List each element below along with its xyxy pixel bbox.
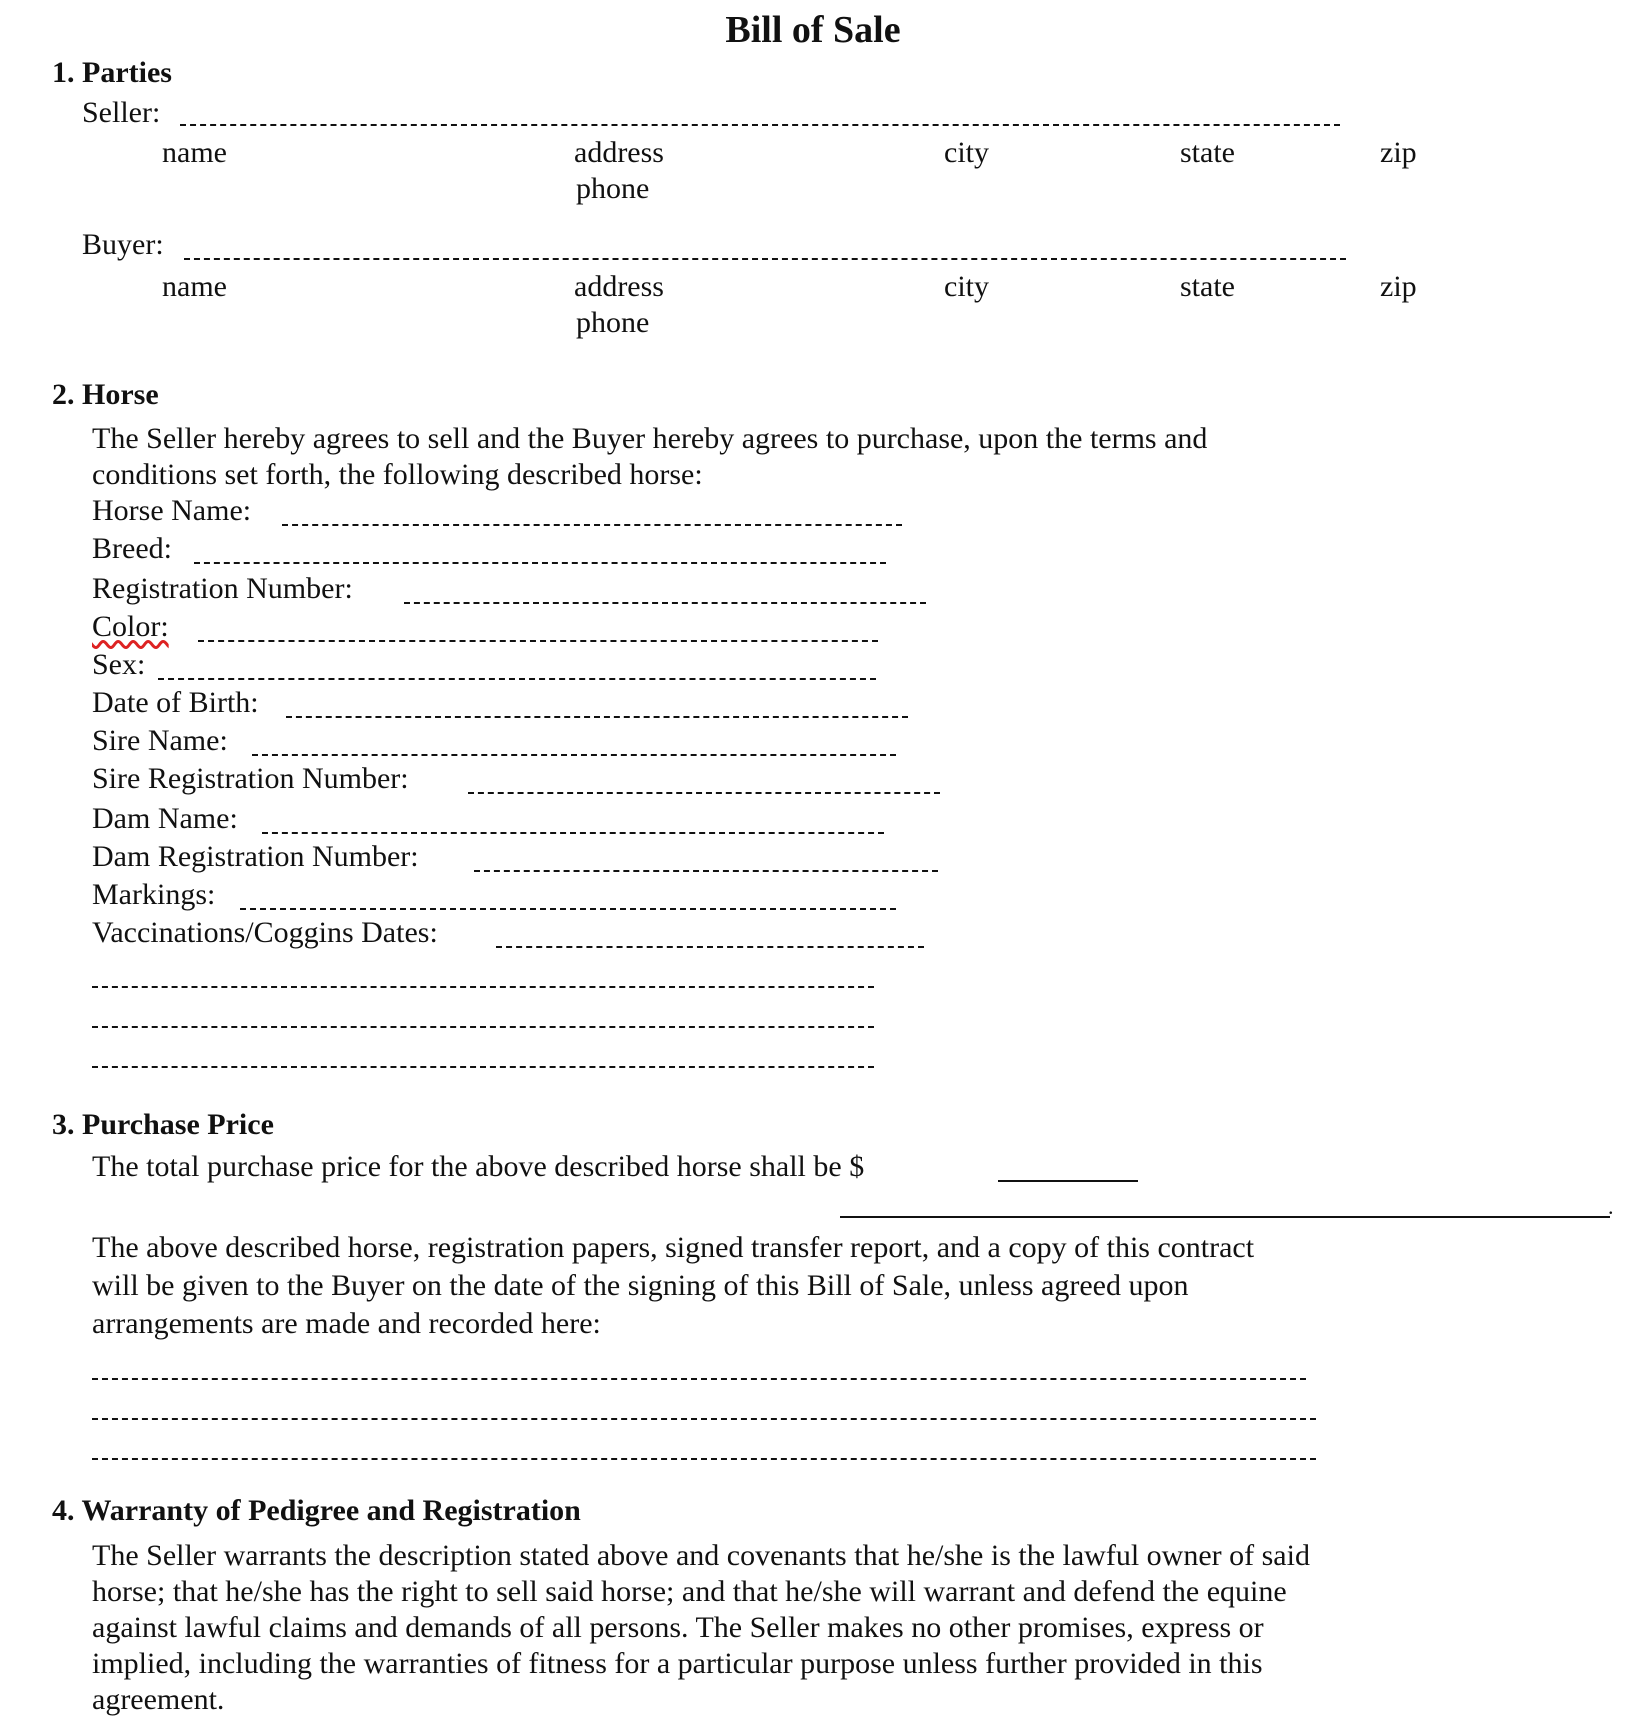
color-label <box>92 610 169 644</box>
sire-registration-number-line[interactable] <box>468 792 940 794</box>
sire-registration-number-label: Sire Registration Number: <box>92 762 409 795</box>
horse-name-line[interactable] <box>282 524 902 526</box>
horse-extra-line-3[interactable] <box>92 1066 874 1068</box>
purchase-price-line: The total purchase price for the above described horse shall be $ <box>92 1150 865 1183</box>
dam-name-label: Dam Name: <box>92 802 238 835</box>
dam-registration-number-label: Dam Registration Number: <box>92 840 419 873</box>
arrangements-line-2[interactable] <box>92 1418 1316 1420</box>
section-2-heading: 2. Horse <box>52 378 159 411</box>
seller-address-sublabel: address <box>574 136 664 169</box>
warranty-line-2: horse; that he/she has the right to sell said horse; and that he/she will warrant and defend the equine <box>92 1575 1287 1608</box>
horse-name-label: Horse Name: <box>92 494 252 527</box>
buyer-zip-sublabel: zip <box>1380 270 1417 303</box>
sire-name-line[interactable] <box>252 754 896 756</box>
horse-extra-line-2[interactable] <box>92 1026 874 1028</box>
warranty-line-4: implied, including the warranties of fitness for a particular purpose unless further provided in this <box>92 1647 1263 1680</box>
warranty-line-3: against lawful claims and demands of all persons. The Seller makes no other promises, express or <box>92 1611 1264 1644</box>
registration-number-line[interactable] <box>404 602 926 604</box>
vaccinations-label: Vaccinations/Coggins Dates: <box>92 916 438 949</box>
registration-number-label: Registration Number: <box>92 572 353 605</box>
seller-state-sublabel: state <box>1180 136 1235 169</box>
seller-name-sublabel: name <box>162 136 227 169</box>
delivery-para-line-1: The above described horse, registration papers, signed transfer report, and a copy of this contract <box>92 1231 1255 1264</box>
buyer-line[interactable] <box>184 258 1346 260</box>
markings-line[interactable] <box>240 908 896 910</box>
horse-intro-line-1: The Seller hereby agrees to sell and the Buyer hereby agrees to purchase, upon the terms and <box>92 422 1208 455</box>
breed-line[interactable] <box>194 562 886 564</box>
seller-line[interactable] <box>180 124 1340 126</box>
section-1-heading: 1. Parties <box>52 56 172 89</box>
color-label-text: Color: <box>92 610 169 643</box>
buyer-address-sublabel: address <box>574 270 664 303</box>
delivery-para-line-3: arrangements are made and recorded here: <box>92 1307 601 1340</box>
seller-phone-sublabel: phone <box>576 172 650 205</box>
arrangements-line-3[interactable] <box>92 1458 1316 1460</box>
vaccinations-line[interactable] <box>496 946 924 948</box>
buyer-label: Buyer: <box>82 228 164 261</box>
price-line-period: . <box>1608 1194 1614 1219</box>
horse-intro-line-2: conditions set forth, the following described horse: <box>92 458 703 491</box>
horse-extra-line-1[interactable] <box>92 986 874 988</box>
dam-name-line[interactable] <box>262 832 884 834</box>
buyer-state-sublabel: state <box>1180 270 1235 303</box>
buyer-city-sublabel: city <box>944 270 989 303</box>
markings-label: Markings: <box>92 878 216 911</box>
sire-name-label: Sire Name: <box>92 724 228 757</box>
seller-label: Seller: <box>82 96 161 129</box>
warranty-line-5: agreement. <box>92 1683 225 1716</box>
buyer-phone-sublabel: phone <box>576 306 650 339</box>
arrangements-line-1[interactable] <box>92 1378 1306 1380</box>
purchase-price-words-line[interactable] <box>840 1216 1610 1218</box>
dam-registration-number-line[interactable] <box>474 870 938 872</box>
date-of-birth-label: Date of Birth: <box>92 686 259 719</box>
section-3-heading: 3. Purchase Price <box>52 1108 274 1141</box>
section-4-heading: 4. Warranty of Pedigree and Registration <box>52 1494 581 1527</box>
buyer-name-sublabel: name <box>162 270 227 303</box>
color-line[interactable] <box>198 640 878 642</box>
date-of-birth-line[interactable] <box>286 716 908 718</box>
seller-zip-sublabel: zip <box>1380 136 1417 169</box>
delivery-para-line-2: will be given to the Buyer on the date of the signing of this Bill of Sale, unless agreed upon <box>92 1269 1189 1302</box>
sex-line[interactable] <box>158 678 876 680</box>
document-title: Bill of Sale <box>725 9 901 51</box>
seller-city-sublabel: city <box>944 136 989 169</box>
breed-label: Breed: <box>92 532 172 565</box>
warranty-line-1: The Seller warrants the description stated above and covenants that he/she is the lawful owner of said <box>92 1539 1310 1572</box>
sex-label: Sex: <box>92 648 146 681</box>
purchase-price-field[interactable] <box>998 1180 1138 1182</box>
